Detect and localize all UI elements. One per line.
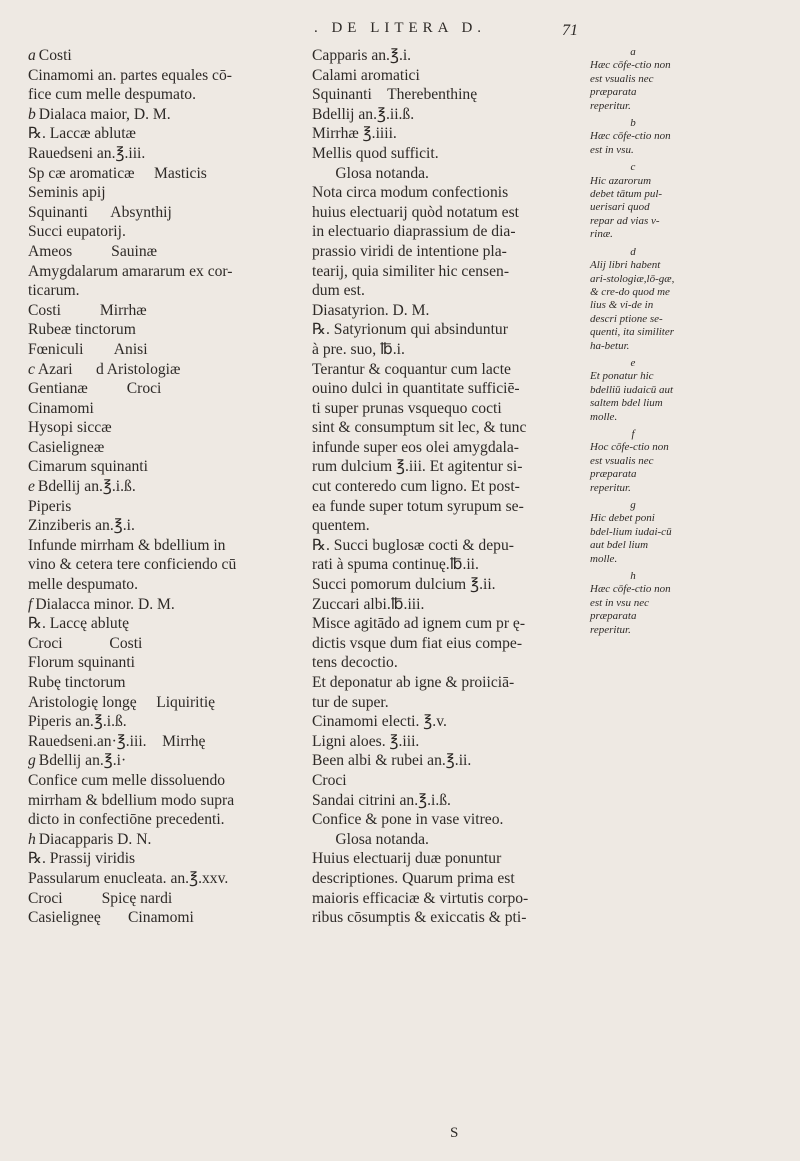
line-text: Bdellij an.℥.i.ß. — [37, 478, 136, 496]
text-line: ouino dulci in quantitate sufficiē- — [312, 380, 520, 398]
line-text: Hysopi siccæ — [28, 419, 112, 437]
note-marker: b — [28, 105, 36, 123]
text-line — [28, 164, 300, 184]
text-line — [28, 105, 300, 125]
text-line — [28, 653, 300, 673]
note-letter: e — [630, 356, 636, 369]
text-line — [28, 379, 300, 399]
text-line: ti super prunas vsquequo cocti — [312, 399, 502, 417]
text-line — [28, 849, 300, 869]
text-line: descriptiones. Quarum prima est — [312, 869, 515, 887]
line-text: Rubeæ tinctorum — [28, 321, 136, 339]
line-text: fice cum melle despumato. — [28, 86, 197, 104]
note-letter: a — [630, 46, 636, 58]
text-line — [28, 595, 300, 615]
note-marker: h — [28, 830, 36, 848]
text-line: Huius electuarij duæ ponuntur — [312, 850, 502, 868]
line-text: Bdellij an.℥.i· — [38, 752, 127, 770]
line-text: ℞. Prassij viridis — [28, 850, 136, 868]
running-title: . DE LITERA D. — [313, 20, 487, 36]
text-line: Misce agitādo ad ignem cum pr ę- — [312, 615, 526, 633]
text-line — [28, 144, 300, 164]
text-line — [28, 438, 300, 458]
line-text: Aristologię longę Liquiritię — [28, 693, 216, 711]
line-text: Infunde mirrham & bdellium in — [28, 536, 226, 554]
note-text: Hoc cōfe-ctio non est vsualis nec præparata reperitur. — [590, 441, 669, 494]
line-text: dicto in confectiōne precedenti. — [28, 811, 225, 829]
text-line — [28, 399, 300, 419]
text-line — [28, 791, 300, 811]
line-text: Amygdalarum amararum ex cor- — [28, 262, 233, 280]
text-line — [28, 536, 300, 556]
note-marker: a — [28, 47, 36, 64]
text-line — [28, 418, 300, 438]
text-line — [28, 889, 300, 909]
line-text: Fœniculi Anisi — [28, 340, 148, 358]
line-text: Cinamomi — [28, 399, 94, 417]
text-line — [28, 124, 300, 144]
line-text: Casieligneę Cinamomi — [28, 909, 194, 927]
text-line: Et deponatur ab igne & proiiciā- — [312, 674, 515, 691]
margin-note — [590, 246, 676, 353]
line-text: Piperis an.℥.i.ß. — [28, 713, 127, 731]
note-text: Hæc cōfe-ctio non est in vsu. — [590, 130, 671, 156]
line-text: Azari d Aristologiæ — [37, 360, 181, 378]
text-line: ribus cōsumptis & exiccatis & pti- — [312, 909, 527, 927]
note-text: Alij libri habent ari-stologiæ,lō-gæ, & cre-do quod me lius & vi-de in descri ptione se-quenti, ita similiter ha-betur. — [590, 259, 675, 352]
line-text: Croci Spicę nardi — [28, 889, 173, 907]
line-text: Diacapparis D. N. — [38, 830, 152, 848]
text-line — [28, 751, 300, 771]
text-line: Confice & pone in vase vitreo. — [312, 811, 504, 829]
text-line — [28, 497, 300, 517]
note-letter: b — [630, 117, 636, 130]
line-text: Costi — [38, 47, 72, 64]
text-line — [28, 477, 300, 497]
text-line — [28, 301, 300, 321]
text-line: dum est. — [312, 282, 365, 300]
line-text: Florum squinanti — [28, 654, 135, 672]
text-line — [28, 516, 300, 536]
line-text: Croci Costi — [28, 634, 143, 652]
line-text: Gentianæ Croci — [28, 380, 162, 398]
marginal-notes — [590, 46, 676, 641]
text-line — [28, 222, 300, 242]
note-letter: f — [631, 427, 635, 440]
text-line — [28, 555, 300, 575]
text-line — [28, 457, 300, 477]
text-line: ℞. Satyrionum qui absinduntur — [312, 321, 508, 339]
text-line: Calami aromatici — [312, 66, 420, 84]
text-line: Mirrhæ ℥.iiii. — [312, 125, 397, 143]
text-line: in electuario diaprassium de dia- — [312, 223, 516, 241]
text-line: maioris efficaciæ & virtutis corpo- — [312, 889, 529, 907]
margin-note — [590, 161, 676, 241]
text-line — [28, 281, 300, 301]
text-line — [28, 360, 300, 380]
text-line: quentem. — [312, 517, 370, 535]
text-line: Croci — [312, 771, 347, 789]
text-line — [28, 203, 300, 223]
line-text: Costi Mirrhæ — [28, 301, 147, 319]
text-line — [28, 242, 300, 262]
text-line: Terantur & coquantur cum lacte — [312, 360, 511, 378]
text-line: Glosa notanda. — [312, 830, 429, 848]
text-line — [28, 712, 300, 732]
middle-text-column — [312, 46, 578, 928]
text-line — [28, 732, 300, 752]
line-text: Sp cæ aromaticæ Masticis — [28, 164, 207, 182]
text-line: ℞. Succi buglosæ cocti & depu- — [312, 536, 514, 554]
line-text: Squinanti Absynthij — [28, 203, 172, 221]
text-line — [28, 614, 300, 634]
text-line — [28, 830, 300, 850]
text-line: rum dulcium ℥.iii. Et agitentur si- — [312, 458, 523, 476]
text-line — [28, 634, 300, 654]
line-text: Rauedseni.an·℥.iii. Mirrhę — [28, 732, 206, 750]
line-text: Confice cum melle dissoluendo — [28, 771, 226, 789]
catchword: S — [450, 1125, 459, 1141]
text-line: Zuccari albi.℔.iii. — [312, 595, 425, 613]
text-line: sint & consumptum sit lec, & tunc — [312, 419, 527, 437]
text-line: huius electuarij quòd notatum est — [312, 203, 520, 221]
text-line — [28, 673, 300, 693]
margin-note — [590, 499, 676, 566]
text-line — [28, 869, 300, 889]
margin-note — [590, 428, 676, 495]
line-text: ticarum. — [28, 282, 80, 300]
text-line — [28, 66, 300, 86]
line-text: Zinziberis an.℥.i. — [28, 517, 135, 535]
left-text-column — [28, 46, 300, 928]
text-line: Diasatyrion. D. M. — [312, 301, 430, 319]
margin-note — [590, 570, 676, 637]
line-text: Rauedseni an.℥.iii. — [28, 144, 146, 162]
text-line: Nota circa modum confectionis — [312, 184, 509, 202]
text-line — [28, 183, 300, 203]
line-text: vino & cetera tere conficiendo cū — [28, 556, 237, 574]
note-text: Hæc cōfe-ctio non est in vsu nec præparata reperitur. — [590, 583, 671, 636]
text-line — [28, 693, 300, 713]
text-line — [28, 810, 300, 830]
text-line: Capparis an.℥.i. — [312, 47, 412, 64]
text-line: ea funde super totum syrupum se- — [312, 497, 524, 515]
line-text: Passularum enucleata. an.℥.xxv. — [28, 869, 229, 887]
note-text: Hic azarorum debet tātum pul-uerisari quod repar ad vias v-rinæ. — [590, 174, 663, 241]
text-line: cut conteredo cum ligno. Et post- — [312, 478, 520, 496]
line-text: Cinamomi an. partes equales cō- — [28, 66, 232, 84]
line-text: Succi eupatorij. — [28, 223, 126, 241]
margin-note — [590, 357, 676, 424]
text-line: Bdellij an.℥.ii.ß. — [312, 105, 415, 123]
note-letter: h — [630, 570, 636, 583]
line-text: Piperis — [28, 497, 72, 515]
line-text: Cimarum squinanti — [28, 458, 148, 476]
line-text: Ameos Sauinæ — [28, 242, 158, 260]
line-text: Dialacca minor. D. M. — [35, 595, 175, 613]
text-line: Sandai citrini an.℥.i.ß. — [312, 791, 451, 809]
text-line: Squinanti Therebenthinę — [312, 86, 478, 104]
text-line: tens decoctio. — [312, 654, 398, 672]
text-line — [28, 262, 300, 282]
text-line: Cinamomi electi. ℥.v. — [312, 713, 447, 731]
text-line: prassio viridi de intentione pla- — [312, 242, 507, 260]
text-line — [28, 320, 300, 340]
text-line: dictis vsque dum fiat eius compe- — [312, 634, 523, 652]
line-text: Rubę tinctorum — [28, 674, 126, 691]
note-text: Hic debet poni bdel-lium iudai-cū aut bdel lium molle. — [590, 512, 672, 565]
note-text: Hæc cōfe-ctio non est vsualis nec præparata reperitur. — [590, 59, 671, 112]
line-text: ℞. Laccę ablutę — [28, 615, 129, 633]
note-letter: d — [630, 245, 636, 258]
text-line: rati à spuma continuę.℔.ii. — [312, 556, 479, 574]
line-text: ℞. Laccæ ablutæ — [28, 125, 136, 143]
text-line — [28, 575, 300, 595]
line-text: melle despumato. — [28, 576, 138, 594]
note-marker: g — [28, 752, 36, 770]
note-marker: e — [28, 478, 35, 496]
note-letter: g — [630, 499, 636, 511]
text-line: Been albi & rubei an.℥.ii. — [312, 752, 472, 770]
text-line: Glosa notanda. — [312, 164, 429, 182]
line-text: Casieligneæ — [28, 438, 105, 456]
text-line — [28, 340, 300, 360]
line-text: Dialaca maior, D. M. — [38, 105, 171, 123]
text-line — [28, 46, 300, 66]
text-line — [28, 85, 300, 105]
line-text: Seminis apij — [28, 184, 106, 202]
line-text: mirrham & bdellium modo supra — [28, 791, 235, 809]
text-line: tearij, quia similiter hic censen- — [312, 262, 510, 280]
margin-note — [590, 117, 676, 157]
text-line: à pre. suo, ℔.i. — [312, 340, 405, 358]
text-line: Succi pomorum dulcium ℥.ii. — [312, 576, 496, 594]
page-number: 71 — [562, 22, 578, 39]
text-line: Ligni aloes. ℥.iii. — [312, 732, 420, 750]
note-marker: f — [28, 595, 33, 613]
note-letter: c — [630, 161, 636, 174]
note-text: Et ponatur hic bdelliū iudaicū aut saltem bdel lium molle. — [590, 370, 674, 423]
text-line: Mellis quod sufficit. — [312, 144, 439, 162]
text-line — [28, 771, 300, 791]
text-line: tur de super. — [312, 693, 389, 711]
text-line — [28, 908, 300, 928]
text-line: infunde super eos olei amygdala- — [312, 438, 519, 456]
margin-note — [590, 46, 676, 113]
note-marker: c — [28, 360, 35, 378]
